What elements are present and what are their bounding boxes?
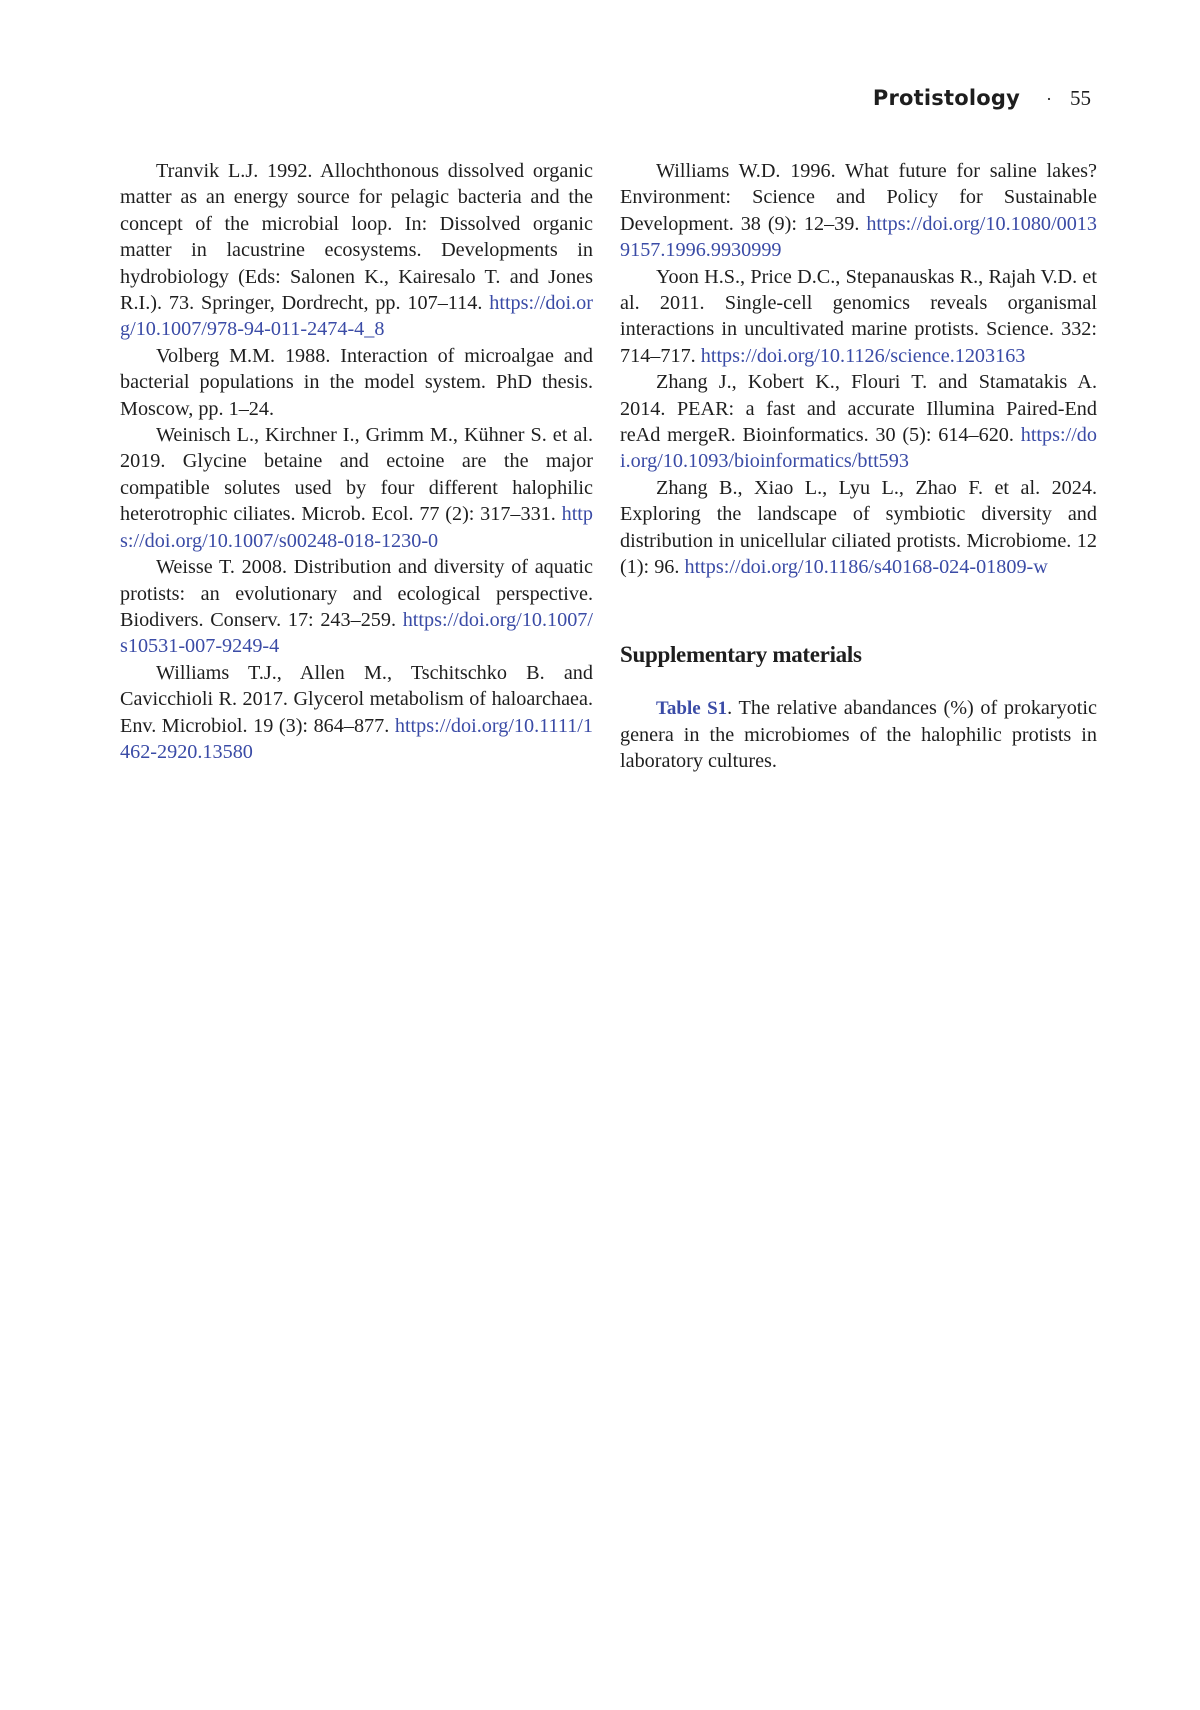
running-header: [873, 86, 1091, 118]
table-s1-link[interactable]: Table S1: [656, 698, 727, 719]
reference-entry: [620, 158, 1097, 264]
reference-text: Yoon H.S., Price D.C., Stepanauskas R., Rajah V.D. et al. 2011. Single-cell genomics reveals organismal interactions in uncultivated marine protists. Science. 332: 714–717.: [620, 266, 1097, 367]
supplementary-caption: [620, 695, 1097, 775]
reference-text: Weisse T. 2008. Distribution and diversity of aquatic protists: an evolutionary and ecological perspective. Biodivers. Conserv. 17: 243–259.: [120, 556, 593, 631]
doi-link[interactable]: https://doi.org/10.1111/1462-2920.13580: [120, 715, 593, 763]
reference-text: Tranvik L.J. 1992. Allochthonous dissolved organic matter as an energy source for pelagic bacteria and the concept of the microbial loop. In: Dissolved organic matter in lacustrine ecosystems. Developments in hydrobiology (Eds: Salonen K., Kairesalo T. and Jones R.I.). 73. Springer, Dordrecht, pp. 107–114.: [120, 160, 593, 314]
page-number: 55: [1070, 86, 1091, 111]
reference-text: Williams T.J., Allen M., Tschitschko B. and Cavicchioli R. 2017. Glycerol metabolism of haloarchaea. Env. Microbiol. 19 (3): 864–877.: [120, 662, 593, 737]
reference-entry: [120, 422, 593, 554]
reference-text: Zhang B., Xiao L., Lyu L., Zhao F. et al. 2024. Exploring the landscape of symbiotic diversity and distribution in unicellular ciliated protists. Microbiome. 12 (1): 96.: [620, 477, 1097, 578]
doi-link[interactable]: https://doi.org/10.1126/science.1203163: [701, 345, 1026, 367]
reference-entry: [120, 343, 593, 422]
doi-link[interactable]: https://doi.org/10.1007/s00248-018-1230-0: [120, 503, 593, 551]
section-heading-supplementary: Supplementary materials: [620, 641, 1097, 669]
doi-link[interactable]: https://doi.org/10.1186/s40168-024-01809-w: [684, 556, 1047, 578]
reference-text: Volberg M.M. 1988. Interaction of microalgae and bacterial populations in the model system. PhD thesis. Moscow, pp. 1–24.: [120, 345, 593, 420]
header-separator: ·: [1046, 89, 1052, 110]
reference-entry: [620, 369, 1097, 475]
supplementary-caption-text: . The relative abandances (%) of prokaryotic genera in the microbiomes of the halophilic protists in laboratory cultures.: [620, 697, 1097, 773]
doi-link[interactable]: https://doi.org/10.1080/00139157.1996.9930999: [620, 213, 1097, 261]
doi-link[interactable]: https://doi.org/10.1007/s10531-007-9249-4: [120, 609, 593, 657]
reference-entry: [620, 475, 1097, 581]
reference-entry: [120, 660, 593, 766]
reference-entry: [120, 554, 593, 660]
reference-entry: [120, 158, 593, 343]
reference-entry: [620, 264, 1097, 370]
doi-link[interactable]: https://doi.org/10.1093/bioinformatics/btt593: [620, 424, 1097, 472]
doi-link[interactable]: https://doi.org/10.1007/978-94-011-2474-4_8: [120, 292, 593, 340]
reference-text: Zhang J., Kobert K., Flouri T. and Stamatakis A. 2014. PEAR: a fast and accurate Illumina Paired-End reAd mergeR. Bioinformatics. 30 (5): 614–620.: [620, 371, 1097, 446]
left-column: [120, 158, 593, 765]
reference-text: Weinisch L., Kirchner I., Grimm M., Kühner S. et al. 2019. Glycine betaine and ectoine are the major compatible solutes used by four different halophilic heterotrophic ciliates. Microb. Ecol. 77 (2): 317–331.: [120, 424, 593, 525]
journal-title: Protistology: [873, 86, 1020, 110]
right-column: [620, 158, 1097, 775]
reference-text: Williams W.D. 1996. What future for saline lakes? Environment: Science and Policy for Sustainable Development. 38 (9): 12–39.: [620, 160, 1097, 235]
